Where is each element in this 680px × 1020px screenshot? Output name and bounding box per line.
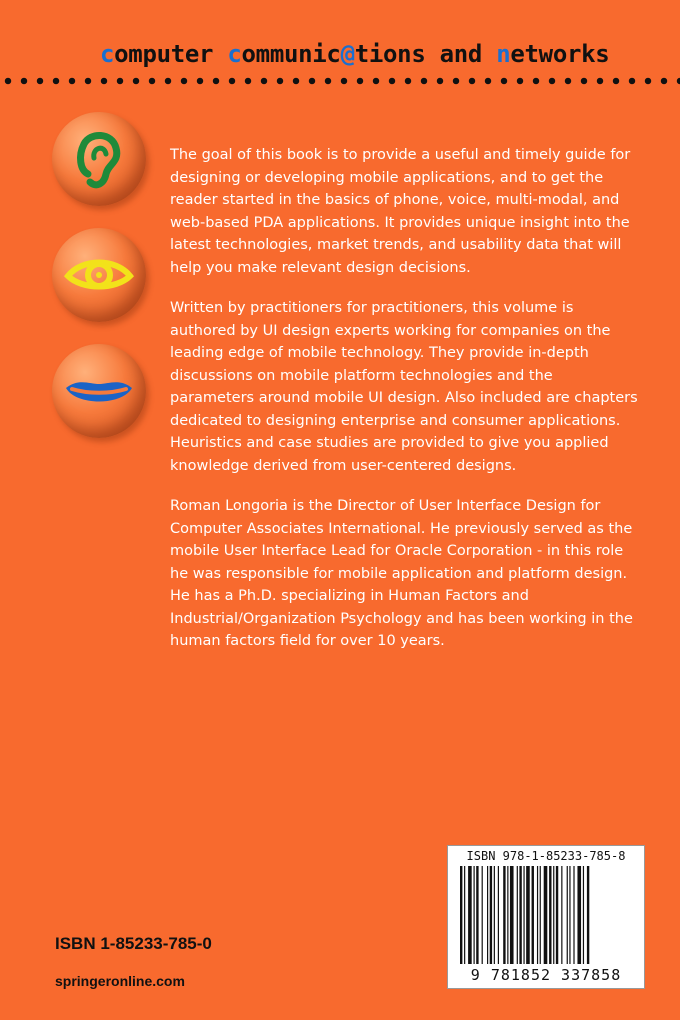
barcode-bar (464, 866, 465, 964)
barcode-bar (561, 866, 562, 964)
barcode-digits: 9 781852 337858 (470, 966, 622, 984)
eye-medallion (52, 228, 146, 322)
ear-medallion (52, 112, 146, 206)
description-paragraph: The goal of this book is to provide a useful and timely guide for designing or developing mobile applications, and to get the reader started in the basics of phone, voice, multi-modal, and web-based PDA applications. It provides unique insight into the latest technologies, market trends, and usability data that will help you make relevant design decisions. (170, 147, 631, 276)
barcode-bar (587, 866, 589, 964)
series-letter: c (227, 40, 242, 68)
barcode (447, 845, 645, 989)
series-letter: n (496, 40, 511, 68)
back-cover-copy (170, 144, 640, 671)
barcode-bars (456, 866, 636, 964)
author-bio-paragraph: Roman Longoria is the Director of User Interface Design for Computer Associates International. He previously served as the mobile User Interface Lead for Oracle Corporation - in this role he was responsible for mobile application and platform design. He has a Ph.D. specializing in Human Factors and Industrial/Organization Psychology and has been working in the human factors field for over 10 years. (170, 498, 633, 649)
series-title: computer communic@tions and networks (100, 40, 610, 68)
barcode-bar (468, 866, 472, 964)
barcode-bar (476, 866, 478, 964)
barcode-bar (569, 866, 570, 964)
barcode-bar (573, 866, 574, 964)
barcode-bar (510, 866, 514, 964)
barcode-bar (553, 866, 554, 964)
dotted-rule (0, 76, 680, 86)
barcode-bar (507, 866, 508, 964)
barcode-bar (517, 866, 518, 964)
barcode-bar (523, 866, 524, 964)
series-letter: @ (340, 40, 355, 68)
barcode-bar (537, 866, 538, 964)
barcode-bar (503, 866, 505, 964)
barcode-bar (526, 866, 530, 964)
lips-medallion (52, 344, 146, 438)
barcode-bar (577, 866, 581, 964)
barcode-bar (487, 866, 488, 964)
barcode-isbn: ISBN 978-1-85233-785-8 (466, 849, 626, 863)
lips-icon (52, 344, 146, 438)
barcode-bar (498, 866, 499, 964)
barcode-bar (544, 866, 548, 964)
eye-icon (52, 228, 146, 322)
barcode-bar (583, 866, 584, 964)
ear-icon (52, 112, 146, 206)
series-letter: c (100, 40, 115, 68)
authors-paragraph: Written by practitioners for practitioners, this volume is authored by UI design experts working for companies on the leading edge of mobile technology. They provide in-depth discussions on mobile platform technologies and the parameters around mobile UI design. Also included are chapters dedicated to designing enterprise and consumer applications. Heuristics and case studies are provided to give you applied knowledge derived from user-centered designs. (170, 300, 638, 474)
barcode-bar (494, 866, 495, 964)
barcode-bar (490, 866, 492, 964)
publisher-website: springeronline.com (55, 973, 185, 989)
barcode-bar (540, 866, 541, 964)
barcode-bar (482, 866, 483, 964)
barcode-bar (549, 866, 551, 964)
barcode-bar (556, 866, 558, 964)
barcode-bar (460, 866, 462, 964)
barcode-bar (519, 866, 521, 964)
barcode-bar (474, 866, 475, 964)
isbn-label: ISBN 1-85233-785-0 (55, 934, 212, 953)
barcode-bar (567, 866, 568, 964)
barcode-bar (532, 866, 534, 964)
